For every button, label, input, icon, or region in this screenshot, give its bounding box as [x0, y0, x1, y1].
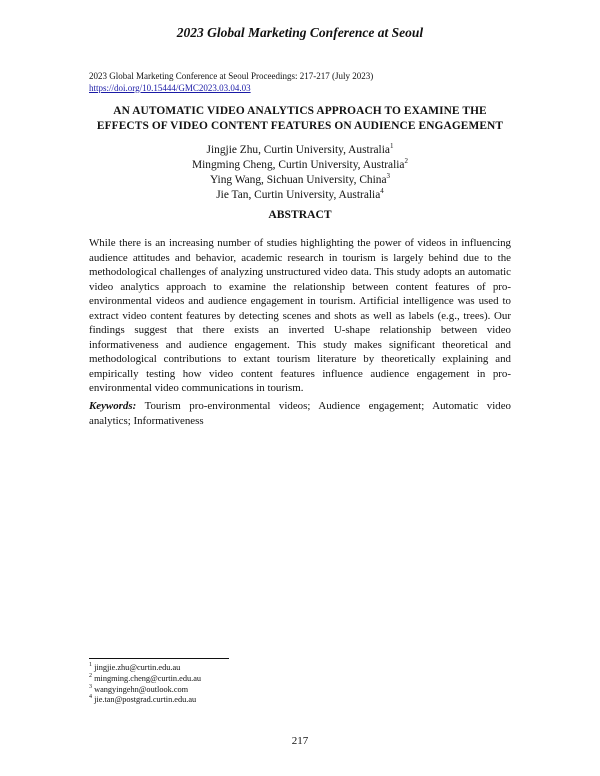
footnote: $^3$ wangyingehn@outlook.com	[89, 683, 189, 694]
author-footnote-marker: 1	[389, 142, 394, 151]
page-number: 217	[291, 735, 309, 747]
author-line: Jingjie Zhu, Curtin University, Australia$^1$	[206, 142, 394, 156]
abstract-body: While there is an increasing number of studies highlighting the power of videos in influencing audience attitudes and behavior, academic research in tourism is largely behind due to the methodological challenges of analyzing unstructured video data. This study adopts an automatic video analytics approach to examine the relationship between content features of pro-environmental videos and audience engagement in tourism. Artificial intelligence was used to extract video content features by detecting scenes and shots as well as labels (e.g., trees). Our findings suggest that there exists an inverted U-shape relationship between video informativeness and audience engagement. This study makes significant theoretical and methodological contributions to extant tourism literature by theoretically explaining and empirically testing how video content features influence audience engagement in pro-environmental video communications in tourism.	[89, 237, 511, 394]
author-line: Mingming Cheng, Curtin University, Australia$^2$	[191, 157, 408, 171]
author-footnote-marker: 3	[386, 172, 391, 181]
keywords-paragraph	[89, 399, 511, 428]
footnote: $^2$ mingming.cheng@curtin.edu.au	[89, 673, 202, 683]
footnote-divider	[89, 658, 229, 659]
paper-title-line-2: EFFECTS OF VIDEO CONTENT FEATURES ON AUDIENCE ENGAGEMENT	[96, 119, 504, 132]
proceedings-info	[89, 71, 373, 94]
abstract-heading: ABSTRACT	[268, 208, 332, 221]
author-list	[0, 143, 600, 203]
author-footnote-marker: 2	[404, 157, 408, 166]
paper-title-line-1: AN AUTOMATIC VIDEO ANALYTICS APPROACH TO EXAMINE THE	[113, 105, 487, 117]
footnotes	[89, 663, 201, 706]
proceedings-citation: 2023 Global Marketing Conference at Seoul Proceedings: 217-217 (July 2023)	[89, 71, 374, 81]
doi-link[interactable]: https://doi.org/10.15444/GMC2023.03.04.03	[89, 82, 251, 93]
footnote: $^4$ jie.tan@postgrad.curtin.edu.au	[89, 694, 197, 705]
author-footnote-marker: 4	[380, 187, 384, 196]
running-header: 2023 Global Marketing Conference at Seoul	[176, 25, 424, 40]
author-line: Ying Wang, Sichuan University, China$^3$	[209, 172, 391, 186]
author-line: Jie Tan, Curtin University, Australia$^4$	[216, 187, 384, 201]
paper-title	[60, 104, 540, 133]
keywords-text: Tourism pro-environmental videos; Audience engagement; Automatic video analytics; Informativeness	[89, 400, 511, 427]
footnote: $^1$ jingjie.zhu@curtin.edu.au	[89, 662, 181, 672]
keywords-label: Keywords:	[89, 400, 137, 412]
